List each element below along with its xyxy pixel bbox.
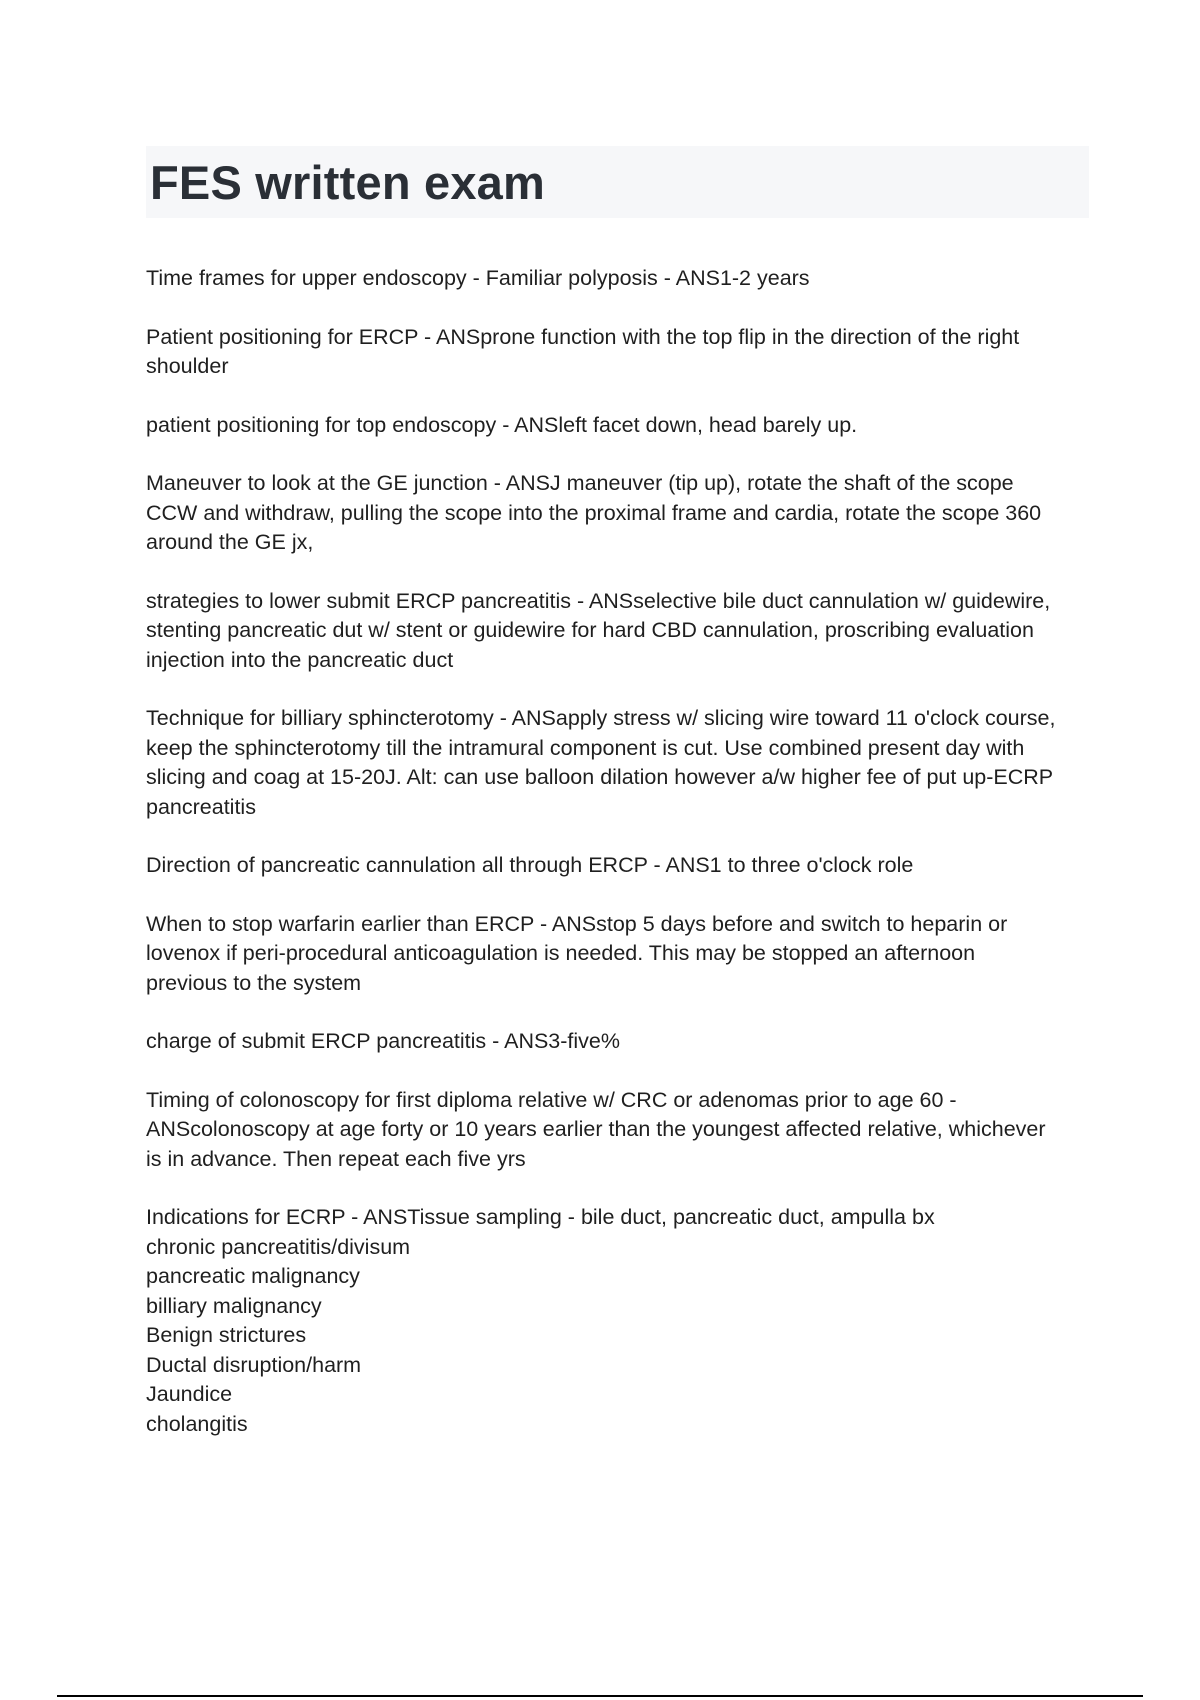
qa-item: Technique for billiary sphincterotomy - ANSapply stress w/ slicing wire toward 11 o'clock course, keep the sphincterotomy till the intramural component is cut. Use combined present day with slicing and coag at 15-20J. Alt: can use balloon dilation however a/w higher fee of put up-ECRP pancreatitis (146, 706, 1056, 819)
qa-item: Timing of colonoscopy for first diploma relative w/ CRC or adenomas prior to age 60 - ANScolonoscopy at age forty or 10 years earlier than the youngest affected relative, whichever is in advance. Then repeat each five yrs (146, 1087, 1046, 1171)
footer-divider (57, 1695, 1143, 1697)
title-banner (146, 146, 1089, 218)
qa-item: Time frames for upper endoscopy - Familiar polyposis - ANS1-2 years (146, 266, 810, 290)
qa-list (146, 264, 1089, 1439)
document-title: FES written exam (150, 155, 545, 209)
qa-item: Indications for ECRP - ANSTissue sampling - bile duct, pancreatic duct, ampulla bx chronic pancreatitis/divisum pancreatic malignancy billiary malignancy Benign strictures Ductal disruption/harm Jaundice cholangitis (146, 1205, 935, 1436)
qa-item: When to stop warfarin earlier than ERCP - ANSstop 5 days before and switch to heparin or lovenox if peri-procedural anticoagulation is needed. This may be stopped an afternoon previous to the system (146, 911, 1008, 995)
qa-item: Direction of pancreatic cannulation all through ERCP - ANS1 to three o'clock role (146, 853, 914, 877)
qa-item: strategies to lower submit ERCP pancreatitis - ANSselective bile duct cannulation w/ guidewire, stenting pancreatic dut w/ stent or guidewire for hard CBD cannulation, proscribing evaluation injection into the pancreatic duct (146, 588, 1051, 672)
qa-item: charge of submit ERCP pancreatitis - ANS3-five% (146, 1029, 620, 1053)
qa-item: patient positioning for top endoscopy - ANSleft facet down, head barely up. (146, 412, 858, 437)
document-page (146, 146, 1089, 1468)
qa-item: Patient positioning for ERCP - ANSprone function with the top flip in the direction of the right shoulder (146, 324, 1020, 378)
qa-item: Maneuver to look at the GE junction - ANSJ maneuver (tip up), rotate the shaft of the scope CCW and withdraw, pulling the scope into the proximal frame and cardia, rotate the scope 360 around the GE jx, (146, 471, 1042, 554)
